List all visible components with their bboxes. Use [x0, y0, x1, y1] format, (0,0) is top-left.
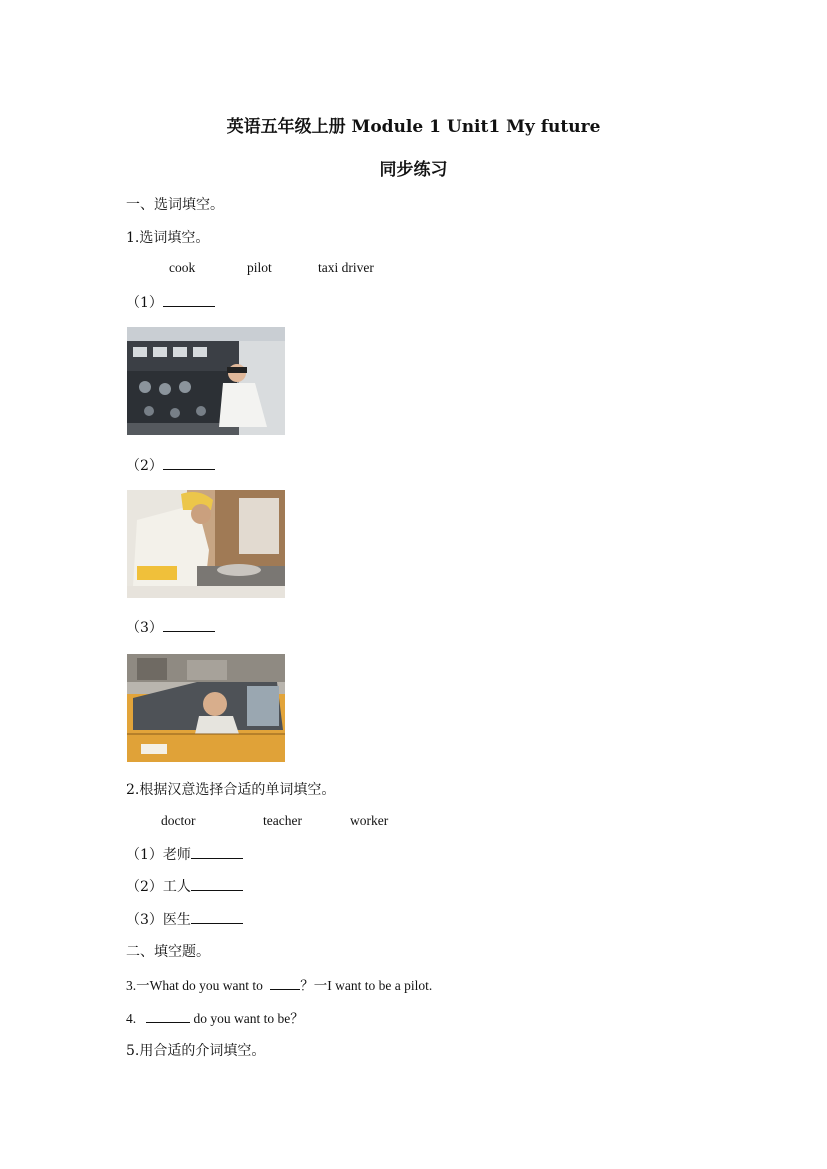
answer-blank-1[interactable] — [163, 292, 215, 307]
question-4-text: do you want to be？ — [193, 1011, 304, 1026]
q2-answer-blank-3[interactable] — [191, 909, 243, 924]
taxi-driver-photo — [127, 654, 285, 762]
item-2-row — [126, 455, 215, 475]
answer-blank-2[interactable] — [163, 455, 215, 470]
question-3-blank[interactable] — [270, 975, 300, 990]
pilot-cockpit-photo — [127, 327, 285, 435]
page-subtitle: 同步练习 — [379, 160, 448, 180]
cook-photo — [127, 490, 285, 598]
question-3-text-b: ？一I want to be a pilot. — [300, 978, 433, 993]
q2-item-3-label: （3）医生 — [126, 912, 191, 928]
word-option-doctor: doctor — [161, 813, 196, 828]
q2-item-1-row — [126, 844, 243, 864]
q2-answer-blank-2[interactable] — [191, 876, 243, 891]
word-option-cook: cook — [169, 260, 196, 275]
item-1-label: （1） — [126, 295, 163, 311]
q2-item-2-row — [126, 876, 243, 896]
item-2-label: （2） — [126, 458, 163, 474]
answer-blank-3[interactable] — [163, 617, 215, 632]
word-option-worker: worker — [350, 813, 389, 828]
page-title: 英语五年级上册 Module 1 Unit1 My future — [226, 117, 601, 137]
item-3-row — [126, 617, 215, 637]
item-3-label: （3） — [126, 620, 163, 636]
word-option-teacher: teacher — [263, 813, 302, 828]
question-4-blank[interactable] — [146, 1008, 190, 1023]
item-1-row — [126, 292, 215, 312]
q2-item-2-label: （2）工人 — [126, 879, 191, 895]
question-4 — [126, 1007, 304, 1027]
section-heading-1: 一、选词填空。 — [126, 197, 224, 213]
section-heading-2: 二、填空题。 — [126, 944, 210, 960]
q2-answer-blank-1[interactable] — [191, 844, 243, 859]
question-5-prompt: 5.用合适的介词填空。 — [126, 1043, 266, 1059]
q2-item-3-row — [126, 909, 243, 929]
question-1-prompt: 1.选词填空。 — [126, 230, 210, 246]
question-3 — [126, 974, 432, 994]
question-2-prompt: 2.根据汉意选择合适的单词填空。 — [126, 782, 336, 798]
question-4-number: 4. — [126, 1011, 137, 1026]
question-3-text-a: 3.一What do you want to — [126, 978, 263, 993]
word-option-pilot: pilot — [247, 260, 272, 275]
q2-item-1-label: （1）老师 — [126, 847, 191, 863]
word-option-taxi-driver: taxi driver — [318, 260, 374, 275]
